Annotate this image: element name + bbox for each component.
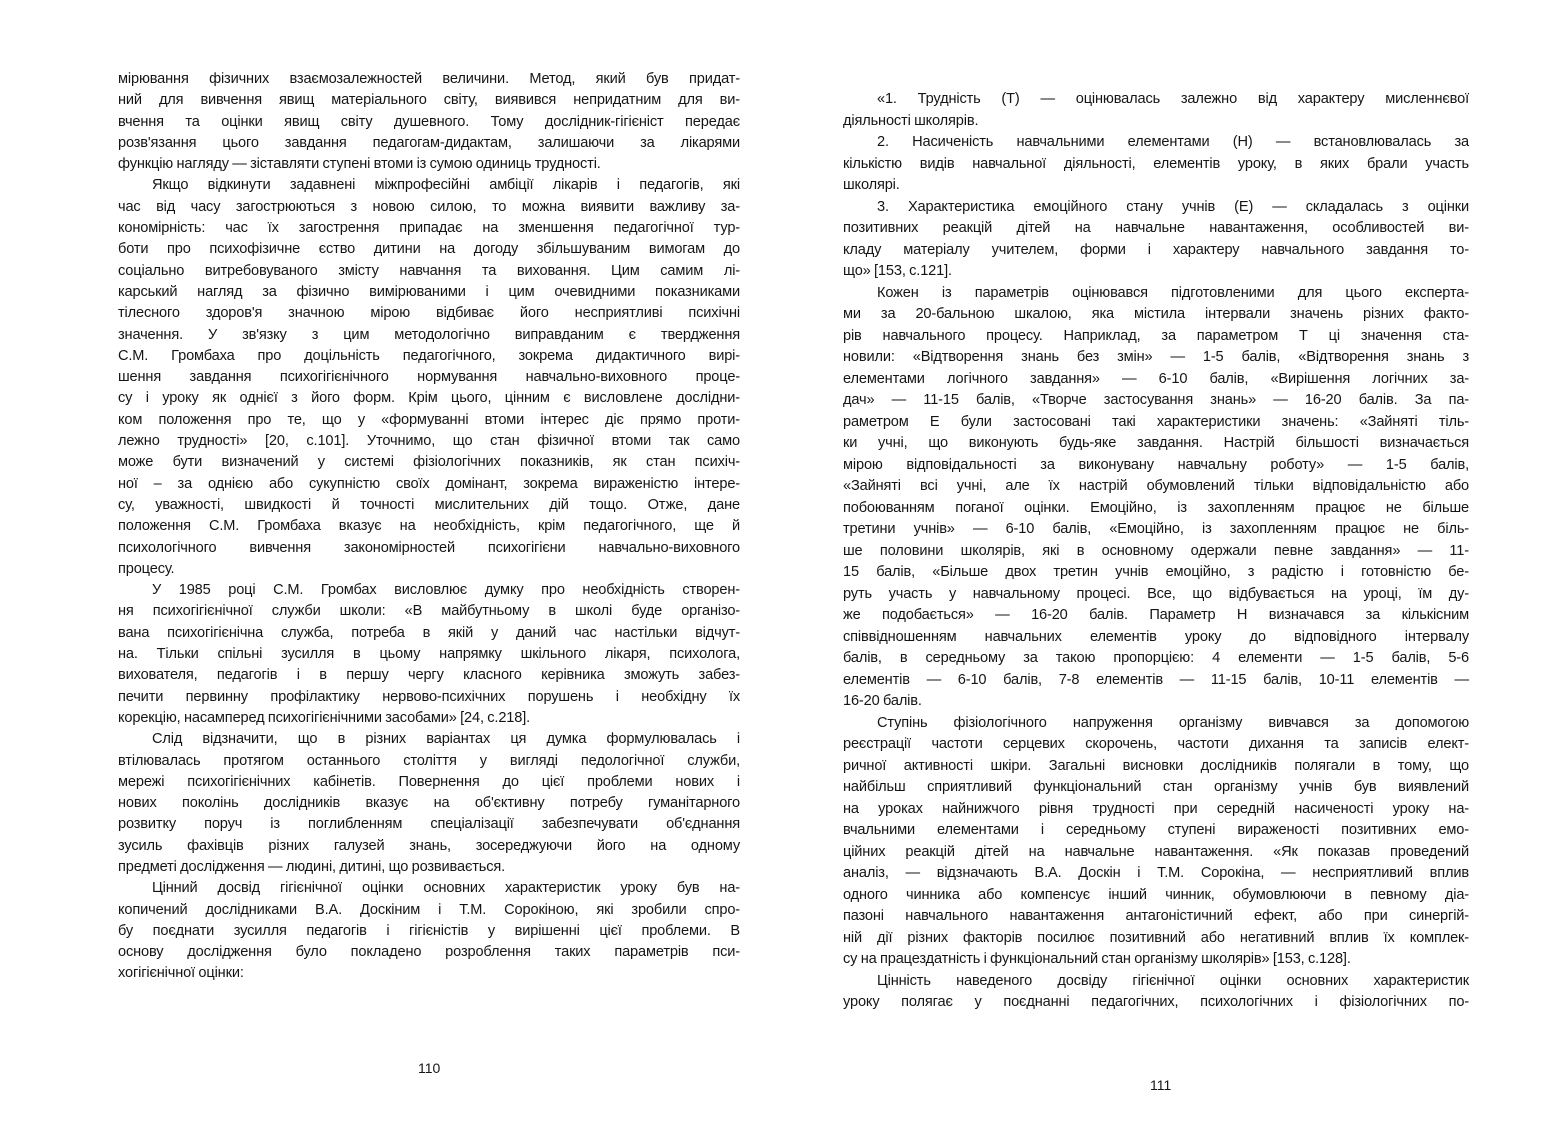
paragraph — [843, 713, 1469, 971]
text-line: ше половини школярів, які в основному одержали певне завдання» — 11- — [843, 542, 1469, 559]
text-line: положення С.М. Громбаха вказує на необхідність, крім педагогічного, ще й — [118, 518, 740, 535]
right-page — [773, 0, 1547, 1122]
text-line: пазоні навчального навантаження антагоністичний ефект, або при синергій- — [843, 908, 1469, 924]
text-line: Цінний досвід гігієнічної оцінки основних характеристик уроку був на- — [152, 880, 740, 897]
text-line: мережі психогігієнічних кабінетів. Повернення до цієї проблеми нових і — [118, 773, 740, 790]
text-line: кладу матеріалу учителем, форми і характеру навчального завдання то- — [843, 241, 1469, 258]
text-line: ційних реакцій дітей на навчальне навантаження. «Як показав проведений — [843, 843, 1469, 860]
text-line: предметі дослідження — людині, дитині, що розвивається. — [118, 858, 506, 875]
text-line: новили: «Відтворення знань без змін» — 1-5 балів, «Відтворення знань з — [843, 349, 1469, 365]
paragraph — [118, 729, 740, 878]
text-line: аналіз, — відзначають В.А. Доскін і Т.М. Сорокіна, — несприятливий вплив — [843, 865, 1469, 881]
text-line: раметром Е були застосовані такі характеристики значень: «Зайняті тіль- — [843, 413, 1469, 430]
text-line: побоюванням поганої оцінки. Емоційно, із захопленням працює не більше — [843, 499, 1469, 516]
text-line: печити первинну профілактику нервово-психічних порушень і необхідну їх — [118, 688, 740, 705]
paragraph — [843, 197, 1469, 283]
page-number: 111 — [1150, 1077, 1172, 1093]
left-page — [0, 0, 773, 1122]
text-line: боти про психофізичне єство дитини на догоду збільшуваним вимогам до — [118, 241, 740, 258]
text-line: третини учнів» — 6-10 балів, «Емоційно, із захопленням працює не біль- — [843, 521, 1469, 537]
text-line: вчальними елементами і середньому ступені вираженості позитивних емо- — [843, 822, 1469, 838]
text-line: втілювалась протягом останнього століття у вигляді педологічної служби, — [118, 752, 740, 769]
text-line: функцію нагляду — зіставляти ступені втоми із сумою одиниць трудності. — [118, 156, 601, 173]
text-line: Ступінь фізіологічного напруження організму вивчався за допомогою — [877, 714, 1469, 731]
text-line: розв'язання цього завдання педагогам-дидактам, залишаючи за лікарями — [118, 134, 740, 151]
text-line: елементами логічного завдання» — 6-10 балів, «Вирішення логічних за- — [843, 370, 1469, 387]
paragraph — [843, 971, 1469, 1014]
text-line: мірою відповідальності за виконувану навчальну роботу» — 1-5 балів, — [843, 456, 1469, 473]
text-line: дач» — 11-15 балів, «Творче застосування знань» — 16-20 балів. За па- — [843, 392, 1469, 408]
text-line: соціально витребовуваного змісту навчання та виховання. Цим самим лі- — [118, 262, 740, 279]
text-line: же подобається» — 16-20 балів. Параметр Н визначався за кількісним — [843, 607, 1469, 623]
text-line: балів, в середньому за такою пропорцією: 4 елементи — 1-5 балів, 5-6 — [843, 650, 1469, 666]
text-line: зусиль фахівців різних галузей знань, зосереджуючи його на одному — [118, 837, 740, 854]
text-line: корекцію, насамперед психогігієнічними засобами» [24, с.218]. — [118, 709, 531, 726]
text-line: 15 балів, «Більше двох третин учнів емоційно, з радістю і готовністю бе- — [843, 564, 1469, 580]
text-line: хогігієнічної оцінки: — [118, 965, 244, 982]
text-line: значення. У зв'язку з цим методологічно виправданим є твердження — [118, 326, 740, 343]
text-line: «1. Трудність (Т) — оцінювалась залежно від характеру мисленнєвої — [877, 91, 1469, 107]
text-line: Слід відзначити, що в різних варіантах ця думка формулювалась і — [152, 731, 740, 748]
text-line: найбільш сприятливий функціональний стан організму учнів був виявлений — [843, 779, 1469, 795]
text-line: «Зайняті всі учні, але їх настрій обумовлений тільки відповідальністю або — [843, 478, 1469, 494]
text-line: може бути визначений у системі фізіологічних показників, як стан психіч- — [118, 454, 740, 471]
left-page-text — [118, 69, 740, 985]
paragraph — [118, 878, 740, 984]
text-line: вихователя, педагогів і в першу чергу класного керівника зможуть забез- — [118, 667, 740, 684]
text-line: 3. Характеристика емоційного стану учнів (Е) — складалась з оцінки — [877, 198, 1469, 215]
paragraph — [118, 175, 740, 580]
text-line: уроку полягає у поєднанні педагогічних, психологічних і фізіологічних по- — [843, 994, 1469, 1010]
text-line: карський нагляд за фізично вимірюваними і цим очевидними показниками — [118, 283, 740, 300]
text-line: ній дії різних факторів посилює позитивний або негативний вплив їх комплек- — [843, 929, 1469, 946]
text-line: одного чинника або компенсує інший чинник, обумовлюючи в певному діа- — [843, 886, 1469, 903]
text-line: співвідношенням навчальних елементів уроку до відповідного інтервалу — [843, 628, 1469, 645]
text-line: мірювання фізичних взаємозалежностей величини. Метод, який був придат- — [118, 71, 740, 87]
text-line: ми за 20-бальною шкалою, яка містила інтервали значень різних факто- — [843, 306, 1469, 322]
text-line: руть участь у навчальному процесі. Все, що відбувається на уроці, їм ду- — [843, 585, 1469, 602]
text-line: 2. Насиченість навчальними елементами (Н) — встановлювалась за — [877, 134, 1469, 150]
text-line: С.М. Громбаха про доцільність педагогічного, зокрема дидактичного вирі- — [118, 347, 740, 364]
text-line: ний для вивчення явищ матеріального світу, виявився непридатним для ви- — [118, 92, 740, 109]
text-line: ричної активності шкіри. Загальні висновки дослідників полягали в тому, що — [843, 757, 1469, 774]
text-line: елементів — 6-10 балів, 7-8 елементів — 11-15 балів, 10-11 елементів — — [843, 671, 1469, 688]
right-page-text — [843, 89, 1469, 1014]
text-line: діяльності школярів. — [843, 112, 979, 129]
text-line: процесу. — [118, 560, 175, 577]
text-line: вчення та оцінки явищ світу душевного. Тому дослідник-гігієніст передає — [118, 113, 740, 130]
text-line: су, уважності, швидкості й точності мислительних дій тощо. Отже, дане — [118, 496, 740, 513]
text-line: шення завдання психогігієнічного нормування навчально-виховного проце- — [118, 369, 740, 386]
text-line: реєстрації частоти серцевих скорочень, частоти дихання та записів елект- — [843, 736, 1469, 752]
text-line: кількістю видів навчальної діяльності, елементів уроку, в яких брали участь — [843, 155, 1469, 172]
text-line: розвитку поруч із поглибленням спеціалізації забезпечувати об'єднання — [118, 816, 740, 833]
text-line: на уроках найнижчого рівня трудності при середній насиченості уроку на- — [843, 800, 1469, 817]
text-line: ної – за однією або сукупністю своїх домінант, зокрема вираженістю інтере- — [118, 475, 740, 492]
text-line: основу дослідження було покладено розроблення таких параметрів пси- — [118, 944, 740, 961]
text-line: Цінність наведеного досвіду гігієнічної оцінки основних характеристик — [877, 972, 1469, 989]
text-line: су на працездатність і функціональний стан організму школярів» [153, с.128]. — [843, 951, 1351, 967]
text-line: ня психогігієнічної служби школи: «В майбутньому в школі буде організо- — [118, 603, 740, 620]
text-line: позитивних реакцій дітей на навчальне навантаження, особливостей ви- — [843, 220, 1469, 236]
text-line: вана психогігієнічна служба, потреба в якій у даний час настільки відчут- — [118, 624, 740, 641]
text-line: на. Тільки спільні зусилля в цьому напрямку шкільного лікаря, психолога, — [118, 646, 740, 663]
text-line: що» [153, с.121]. — [843, 263, 952, 279]
text-line: рів навчального процесу. Наприклад, за параметром Т ці значення ста- — [843, 327, 1469, 344]
text-line: тілесного здоров'я значною мірою відбиває його несприятливі психічні — [118, 305, 740, 322]
text-line: Кожен із параметрів оцінювався підготовленими для цього експерта- — [877, 284, 1469, 301]
text-line: 16-20 балів. — [843, 693, 922, 709]
text-line: лежно трудності» [20, с.101]. Уточнимо, що стан фізичної втоми так само — [118, 433, 740, 450]
text-line: нових поколінь дослідників вказує на об'єктивну потребу гуманітарного — [118, 795, 740, 812]
text-line: копичений дослідниками В.А. Доскіним і Т.М. Сорокіною, які зробили спро- — [118, 901, 740, 918]
paragraph — [118, 69, 740, 175]
text-line: кономірність: час їх загострення припадає на зменшення педагогічної тур- — [118, 220, 740, 237]
text-line: школярі. — [843, 177, 900, 193]
page-number: 110 — [418, 1060, 441, 1076]
text-line: психологічного вивчення закономірностей психогігієни навчально-виховного — [118, 539, 740, 556]
text-line: бу поєднати зусилля педагогів і гігієністів у вирішенні цієї проблеми. В — [118, 922, 740, 939]
text-line: Якщо відкинути задавнені міжпрофесійні амбіції лікарів і педагогів, які — [152, 177, 740, 194]
text-line: су і уроку як однієї з його форм. Крім цього, цінним є висловлене дослідни- — [118, 390, 740, 407]
text-line: У 1985 році С.М. Громбах висловлює думку про необхідність створен- — [152, 582, 740, 599]
text-line: час від часу загострюються з новою силою, то можна виявити важливу за- — [118, 198, 740, 215]
text-line: ки учні, що виконують будь-яке завдання. Настрій більшості визначається — [843, 435, 1469, 451]
paragraph — [843, 283, 1469, 713]
paragraph — [843, 89, 1469, 132]
paragraph — [118, 580, 740, 729]
paragraph — [843, 132, 1469, 197]
text-line: ком положення про те, що у «формуванні втоми інтерес діє прямо проти- — [118, 411, 740, 428]
